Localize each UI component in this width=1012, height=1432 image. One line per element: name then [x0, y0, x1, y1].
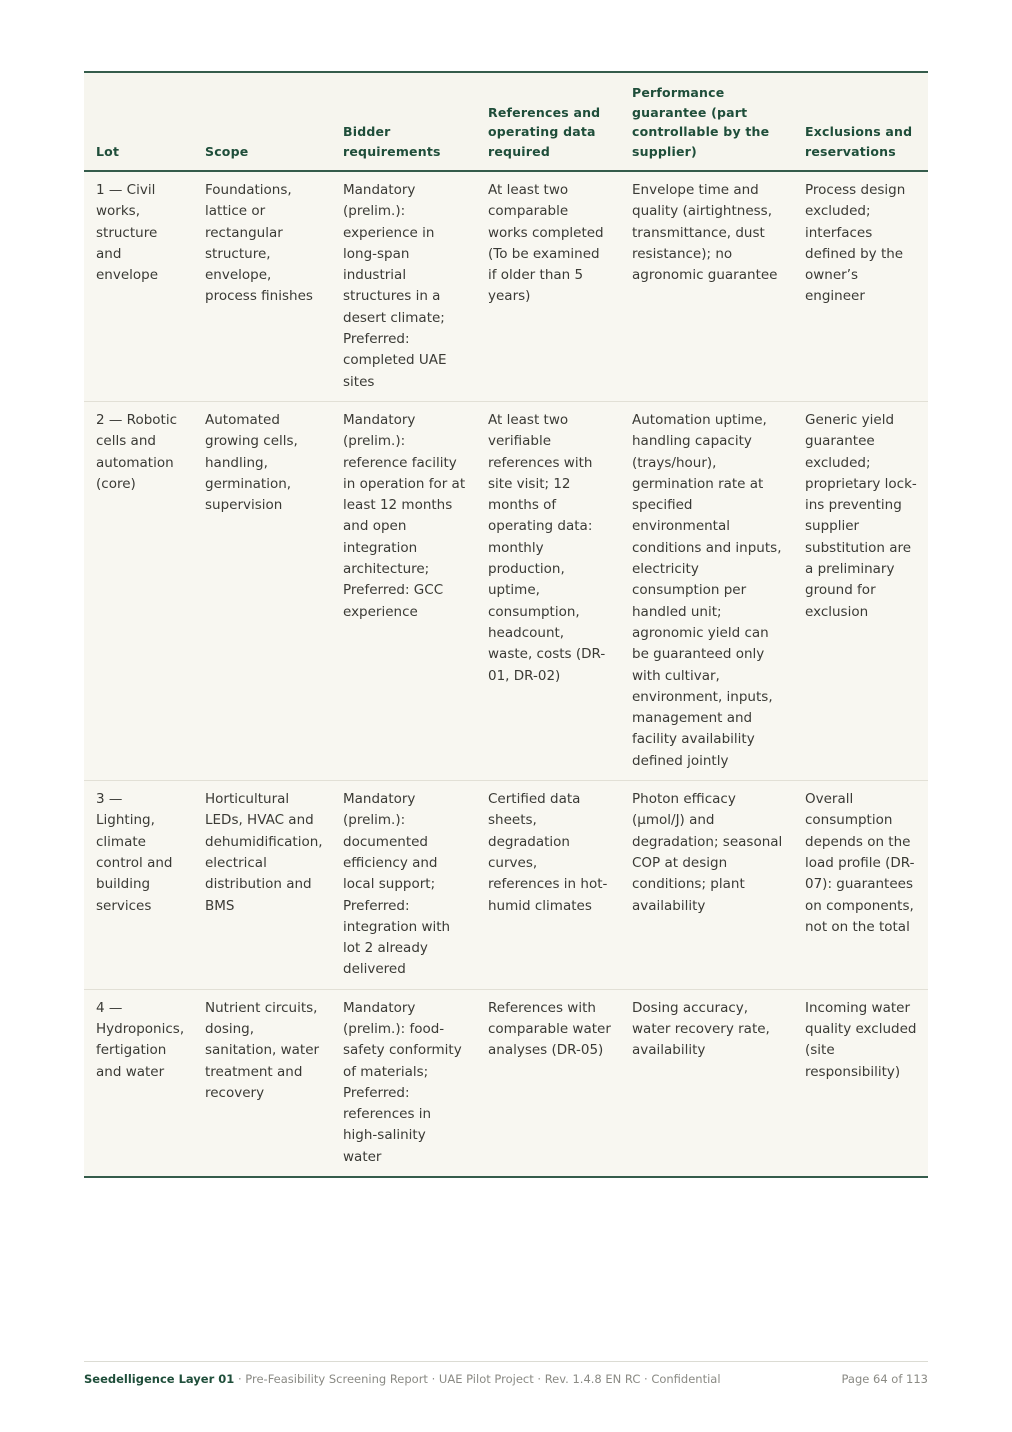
- cell-lot: 2 — Robotic cells and automation (core): [84, 401, 193, 780]
- cell-scope: Foundations, lattice or rectangular structure, envelope, process finishes: [193, 171, 331, 401]
- cell-lot: 1 — Civil works, structure and envelope: [84, 171, 193, 401]
- cell-scope: Automated growing cells, handling, germination, supervision: [193, 401, 331, 780]
- table-row: [84, 781, 928, 990]
- cell-exclusions: Incoming water quality excluded (site responsibility): [793, 989, 928, 1177]
- cell-exclusions: Process design excluded; interfaces defined by the owner’s engineer: [793, 171, 928, 401]
- cell-performance-guarantee: Photon efficacy (μmol/J) and degradation; seasonal COP at design conditions; plant availability: [620, 781, 793, 990]
- footer-text: · Pre-Feasibility Screening Report · UAE Pilot Project · Rev. 1.4.8 EN RC · Confidential: [234, 1372, 721, 1386]
- cell-bidder-requirements: Mandatory (prelim.): experience in long-span industrial structures in a desert climate; Preferred: completed UAE sites: [331, 171, 476, 401]
- page-footer: [84, 1361, 928, 1386]
- cell-scope: Nutrient circuits, dosing, sanitation, water treatment and recovery: [193, 989, 331, 1177]
- lots-table-container: [84, 71, 928, 1178]
- table-header-row: [84, 72, 928, 171]
- table-row: [84, 401, 928, 780]
- header-references: References and operating data required: [476, 72, 620, 171]
- table-row: [84, 989, 928, 1177]
- cell-bidder-requirements: Mandatory (prelim.): food-safety conformity of materials; Preferred: references in high-salinity water: [331, 989, 476, 1177]
- page-number: Page 64 of 113: [841, 1372, 928, 1386]
- footer-document-info: [84, 1372, 721, 1386]
- header-performance-guarantee: Performance guarantee (part controllable by the supplier): [620, 72, 793, 171]
- cell-exclusions: Generic yield guarantee excluded; proprietary lock-ins preventing supplier substitution are a preliminary ground for exclusion: [793, 401, 928, 780]
- cell-bidder-requirements: Mandatory (prelim.): reference facility in operation for at least 12 months and open integration architecture; Preferred: GCC experience: [331, 401, 476, 780]
- cell-bidder-requirements: Mandatory (prelim.): documented efficiency and local support; Preferred: integration with lot 2 already delivered: [331, 781, 476, 990]
- cell-performance-guarantee: Dosing accuracy, water recovery rate, availability: [620, 989, 793, 1177]
- footer-brand: Seedelligence Layer 01: [84, 1372, 235, 1386]
- cell-references: At least two comparable works completed (To be examined if older than 5 years): [476, 171, 620, 401]
- cell-references: At least two verifiable references with site visit; 12 months of operating data: monthly production, uptime, consumption, headcount, waste, costs (DR-01, DR-02): [476, 401, 620, 780]
- header-lot: Lot: [84, 72, 193, 171]
- cell-performance-guarantee: Envelope time and quality (airtightness, transmittance, dust resistance); no agronomic guarantee: [620, 171, 793, 401]
- table-row: [84, 171, 928, 401]
- cell-performance-guarantee: Automation uptime, handling capacity (trays/hour), germination rate at specified environmental conditions and inputs, electricity consumption per handled unit; agronomic yield can be guaranteed only with cultivar, environment, inputs, management and facility availability defined jointly: [620, 401, 793, 780]
- header-scope: Scope: [193, 72, 331, 171]
- cell-exclusions: Overall consumption depends on the load profile (DR-07): guarantees on components, not on the total: [793, 781, 928, 990]
- header-bidder-requirements: Bidder requirements: [331, 72, 476, 171]
- cell-references: Certified data sheets, degradation curves, references in hot-humid climates: [476, 781, 620, 990]
- cell-lot: 4 — Hydroponics, fertigation and water: [84, 989, 193, 1177]
- cell-scope: Horticultural LEDs, HVAC and dehumidification, electrical distribution and BMS: [193, 781, 331, 990]
- lots-table: [84, 71, 928, 1178]
- header-exclusions: Exclusions and reservations: [793, 72, 928, 171]
- cell-lot: 3 — Lighting, climate control and building services: [84, 781, 193, 990]
- cell-references: References with comparable water analyses (DR-05): [476, 989, 620, 1177]
